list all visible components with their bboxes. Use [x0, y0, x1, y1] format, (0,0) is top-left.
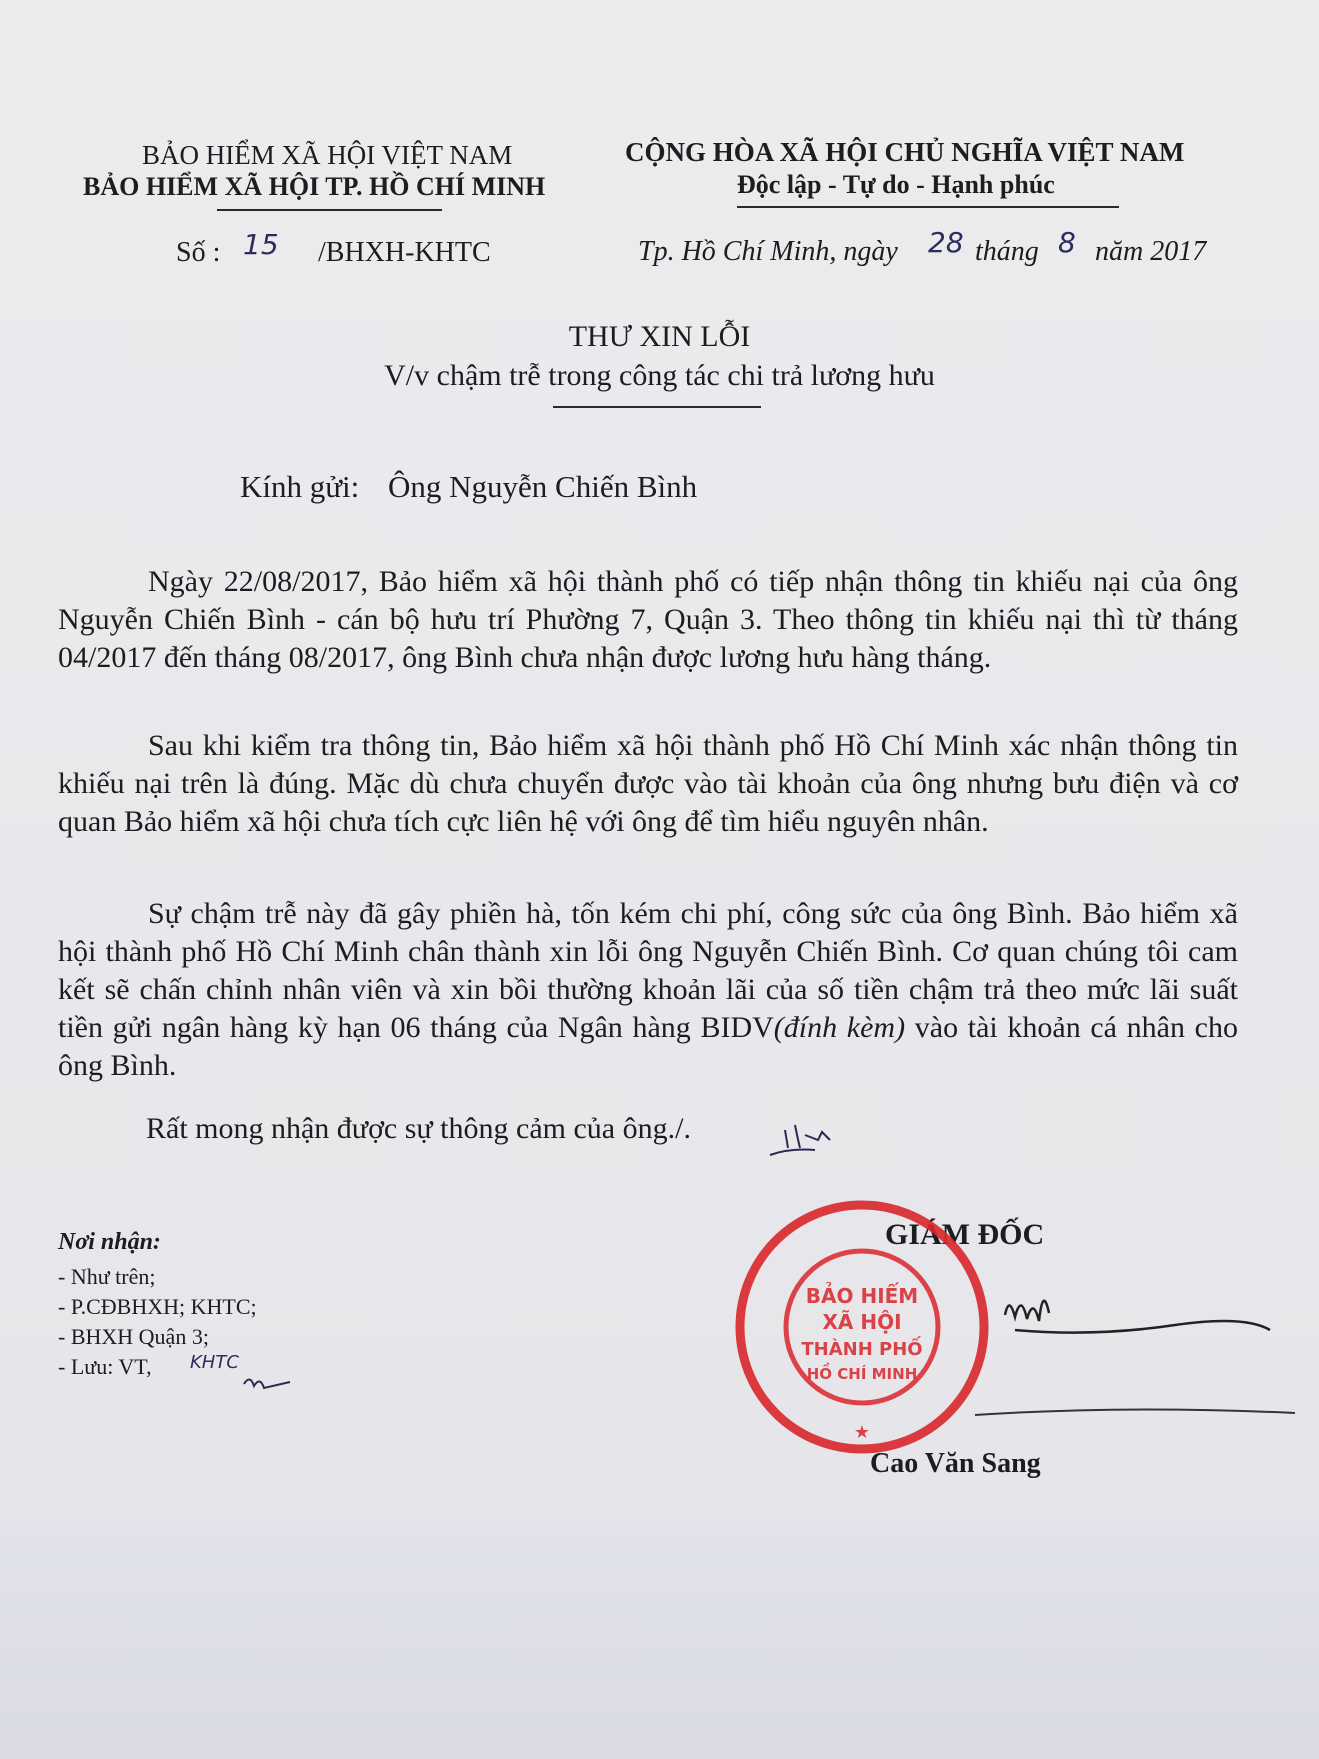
recipient-handwritten-addition: KHTC — [190, 1352, 239, 1373]
recipient-item: - BHXH Quận 3; — [58, 1324, 209, 1349]
motto-underline — [737, 206, 1119, 208]
paragraph-3-attachment-note: (đính kèm) — [773, 1011, 906, 1044]
national-title: CỘNG HÒA XÃ HỘI CHỦ NGHĨA VIỆT NAM — [625, 137, 1185, 167]
greeting-recipient: Ông Nguyễn Chiến Bình — [388, 469, 698, 504]
seal-line-1: BẢO HIỂM — [805, 1284, 919, 1308]
recipient-item: - Như trên; — [58, 1264, 156, 1289]
place-date-prefix: Tp. Hồ Chí Minh, ngày — [638, 236, 898, 267]
recipient-initials — [240, 1370, 300, 1400]
paragraph-3 — [58, 895, 1238, 1085]
paragraph-3-text-b: vào tài khoản cá nhân cho ông Bình. — [58, 1011, 1238, 1082]
paragraph-2-text: Sau khi kiểm tra thông tin, Bảo hiểm xã hội thành phố Hồ Chí Minh xác nhận thông tin khiếu nại trên là đúng. Mặc dù chưa chuyển được vào tài khoản của ông nhưng bưu điện và cơ quan Bảo hiểm xã hội chưa tích cực liên hệ với ông để tìm hiểu nguyên nhân. — [58, 729, 1238, 838]
national-motto: Độc lập - Tự do - Hạnh phúc — [737, 170, 1055, 199]
letter-subject: V/v chậm trễ trong công tác chi trả lương hưu — [384, 359, 935, 392]
document-code: /BHXH-KHTC — [318, 237, 491, 268]
agency-name: BẢO HIỂM XÃ HỘI TP. HỒ CHÍ MINH — [83, 172, 546, 201]
initials-scribble — [760, 1110, 850, 1170]
paragraph-2 — [58, 727, 1238, 841]
paragraph-1-text: Ngày 22/08/2017, Bảo hiểm xã hội thành phố có tiếp nhận thông tin khiếu nại của ông Nguyễn Chiến Bình - cán bộ hưu trí Phường 7, Quận 3. Theo thông tin khiếu nại thì từ tháng 04/2017 đến tháng 08/2017, ông Bình chưa nhận được lương hưu hàng tháng. — [58, 565, 1238, 674]
agency-parent-name: BẢO HIỂM XÃ HỘI VIỆT NAM — [142, 140, 513, 170]
official-seal — [722, 1195, 1002, 1460]
signer-position: GIÁM ĐỐC — [885, 1218, 1045, 1251]
seal-line-3: THÀNH PHỐ — [801, 1339, 923, 1360]
document-number-label: Số : — [176, 237, 221, 268]
recipients-title: Nơi nhận: — [58, 1229, 161, 1255]
month-label: tháng — [975, 236, 1039, 267]
subject-underline — [553, 406, 761, 408]
signer-name: Cao Văn Sang — [870, 1448, 1041, 1479]
desk-surface — [0, 1520, 1319, 1759]
recipient-item: - Lưu: VT, — [58, 1354, 152, 1379]
paragraph-1 — [58, 563, 1238, 677]
paragraph-3-text-a: Sự chậm trễ này đã gây phiền hà, tốn kém chi phí, công sức của ông Bình. Bảo hiểm xã hội thành phố Hồ Chí Minh chân thành xin lỗi ông Nguyễn Chiến Bình. Cơ quan chúng tôi cam kết sẽ chấn chỉnh nhân viên và xin bồi thường khoản lãi của số tiền chậm trả theo mức lãi suất tiền gửi ngân hàng kỳ hạn 06 tháng của Ngân hàng BIDV — [58, 897, 1238, 1044]
letter-title: THƯ XIN LỖI — [568, 320, 751, 353]
date-day-handwritten: 28 — [928, 226, 964, 259]
date-month-handwritten: 8 — [1058, 226, 1076, 259]
seal-line-4: HỒ CHÍ MINH — [806, 1365, 918, 1383]
agency-underline — [217, 209, 442, 211]
svg-text:★: ★ — [853, 1422, 871, 1443]
greeting-label: Kính gửi: — [240, 469, 360, 504]
recipient-item: - P.CĐBHXH; KHTC; — [58, 1294, 257, 1319]
seal-line-2: XÃ HỘI — [822, 1310, 902, 1334]
director-signature — [975, 1255, 1295, 1435]
document-number-handwritten: 15 — [243, 228, 279, 261]
date-year: năm 2017 — [1095, 236, 1207, 267]
closing-line: Rất mong nhận được sự thông cảm của ông./. — [146, 1112, 691, 1145]
